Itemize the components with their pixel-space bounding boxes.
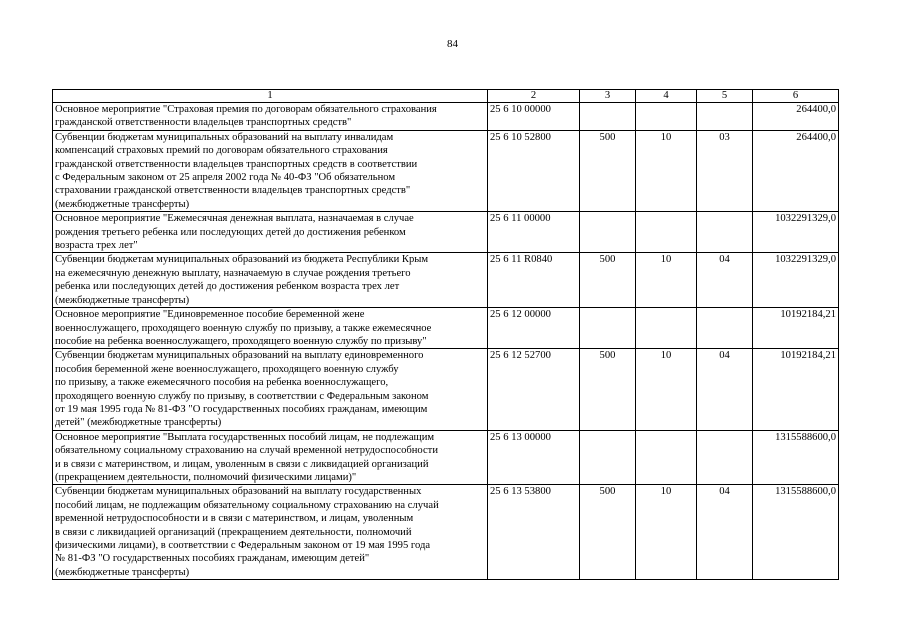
row-col-3: 500	[580, 253, 636, 308]
row-col-4	[636, 308, 697, 349]
header-col-1: 1	[53, 90, 488, 103]
row-name: Основное мероприятие "Выплата государственных пособий лицам, не подлежащим обязательному социальному страхованию на случай временной нетрудоспособности и в связи с материнством, и лицам, уволенным в связи с ликвидацией организаций (прекращением деятельности, полномочий физическими лицами)"	[53, 430, 488, 485]
header-col-3: 3	[580, 90, 636, 103]
row-col-3: 500	[580, 130, 636, 211]
row-sum: 264400,0	[753, 103, 839, 131]
row-name: Основное мероприятие "Единовременное пособие беременной жене военнослужащего, проходящего военную службу по призыву, а также ежемесячное пособие на ребенка военнослужащего, проходящего военную службу по призыву"	[53, 308, 488, 349]
budget-table	[52, 89, 839, 580]
row-sum: 1032291329,0	[753, 253, 839, 308]
row-code: 25 6 12 00000	[488, 308, 580, 349]
row-col-4	[636, 430, 697, 485]
row-code: 25 6 12 52700	[488, 349, 580, 430]
row-col-4: 10	[636, 349, 697, 430]
header-col-4: 4	[636, 90, 697, 103]
page-number: 84	[447, 38, 458, 50]
table-row	[53, 253, 839, 308]
row-col-3: 500	[580, 349, 636, 430]
row-col-3	[580, 430, 636, 485]
row-col-3: 500	[580, 485, 636, 580]
row-sum: 1315588600,0	[753, 430, 839, 485]
row-sum: 264400,0	[753, 130, 839, 211]
row-col-4	[636, 103, 697, 131]
row-name: Субвенции бюджетам муниципальных образований на выплату государственных пособий лицам, не подлежащим обязательному социальному страхованию на случай временной нетрудоспособности и в связи с материнством, и лицам, уволенным в связи с ликвидацией организаций (прекращением деятельности, полномочий физическими лицами), в соответствии с Федеральным законом от 19 мая 1995 года № 81-ФЗ "О государственных пособиях гражданам, имеющим детей" (межбюджетные трансферты)	[53, 485, 488, 580]
row-sum: 10192184,21	[753, 349, 839, 430]
row-name: Основное мероприятие "Страховая премия по договорам обязательного страхования гражданской ответственности владельцев транспортных средств"	[53, 103, 488, 131]
table-row	[53, 430, 839, 485]
row-sum: 1315588600,0	[753, 485, 839, 580]
row-name: Субвенции бюджетам муниципальных образований из бюджета Республики Крым на ежемесячную денежную выплату, назначаемую в случае рождения третьего ребенка или последующих детей до достижения ребенком возраста трех лет (межбюджетные трансферты)	[53, 253, 488, 308]
table-row	[53, 103, 839, 131]
row-col-5: 03	[697, 130, 753, 211]
header-col-2: 2	[488, 90, 580, 103]
row-sum: 10192184,21	[753, 308, 839, 349]
row-col-4	[636, 212, 697, 253]
row-code: 25 6 10 00000	[488, 103, 580, 131]
row-col-3	[580, 308, 636, 349]
table-row	[53, 212, 839, 253]
header-col-5: 5	[697, 90, 753, 103]
table-row	[53, 485, 839, 580]
row-code: 25 6 10 52800	[488, 130, 580, 211]
row-col-5: 04	[697, 485, 753, 580]
row-code: 25 6 13 53800	[488, 485, 580, 580]
header-col-6: 6	[753, 90, 839, 103]
row-name: Субвенции бюджетам муниципальных образований на выплату единовременного пособия беременной жене военнослужащего, проходящего военную службу по призыву, а также ежемесячного пособия на ребенка военнослужащего, проходящего военную службу по призыву, в соответствии с Федеральным законом от 19 мая 1995 года № 81-ФЗ "О государственных пособиях гражданам, имеющим детей" (межбюджетные трансферты)	[53, 349, 488, 430]
table-row	[53, 130, 839, 211]
row-sum: 1032291329,0	[753, 212, 839, 253]
row-code: 25 6 13 00000	[488, 430, 580, 485]
row-name: Субвенции бюджетам муниципальных образований на выплату инвалидам компенсаций страховых премий по договорам обязательного страхования гражданской ответственности владельцев транспортных средств в соответствии с Федеральным законом от 25 апреля 2002 года № 40-ФЗ "Об обязательном страховании гражданской ответственности владельцев транспортных средств" (межбюджетные трансферты)	[53, 130, 488, 211]
row-col-5	[697, 308, 753, 349]
row-code: 25 6 11 R0840	[488, 253, 580, 308]
row-code: 25 6 11 00000	[488, 212, 580, 253]
row-name: Основное мероприятие "Ежемесячная денежная выплата, назначаемая в случае рождения третьего ребенка или последующих детей до достижения ребенком возраста трех лет"	[53, 212, 488, 253]
row-col-4: 10	[636, 253, 697, 308]
row-col-5: 04	[697, 253, 753, 308]
row-col-4: 10	[636, 485, 697, 580]
table-row	[53, 349, 839, 430]
row-col-5	[697, 103, 753, 131]
table-row	[53, 308, 839, 349]
row-col-5	[697, 212, 753, 253]
row-col-5: 04	[697, 349, 753, 430]
row-col-5	[697, 430, 753, 485]
row-col-4: 10	[636, 130, 697, 211]
row-col-3	[580, 212, 636, 253]
header-row	[53, 90, 839, 103]
row-col-3	[580, 103, 636, 131]
